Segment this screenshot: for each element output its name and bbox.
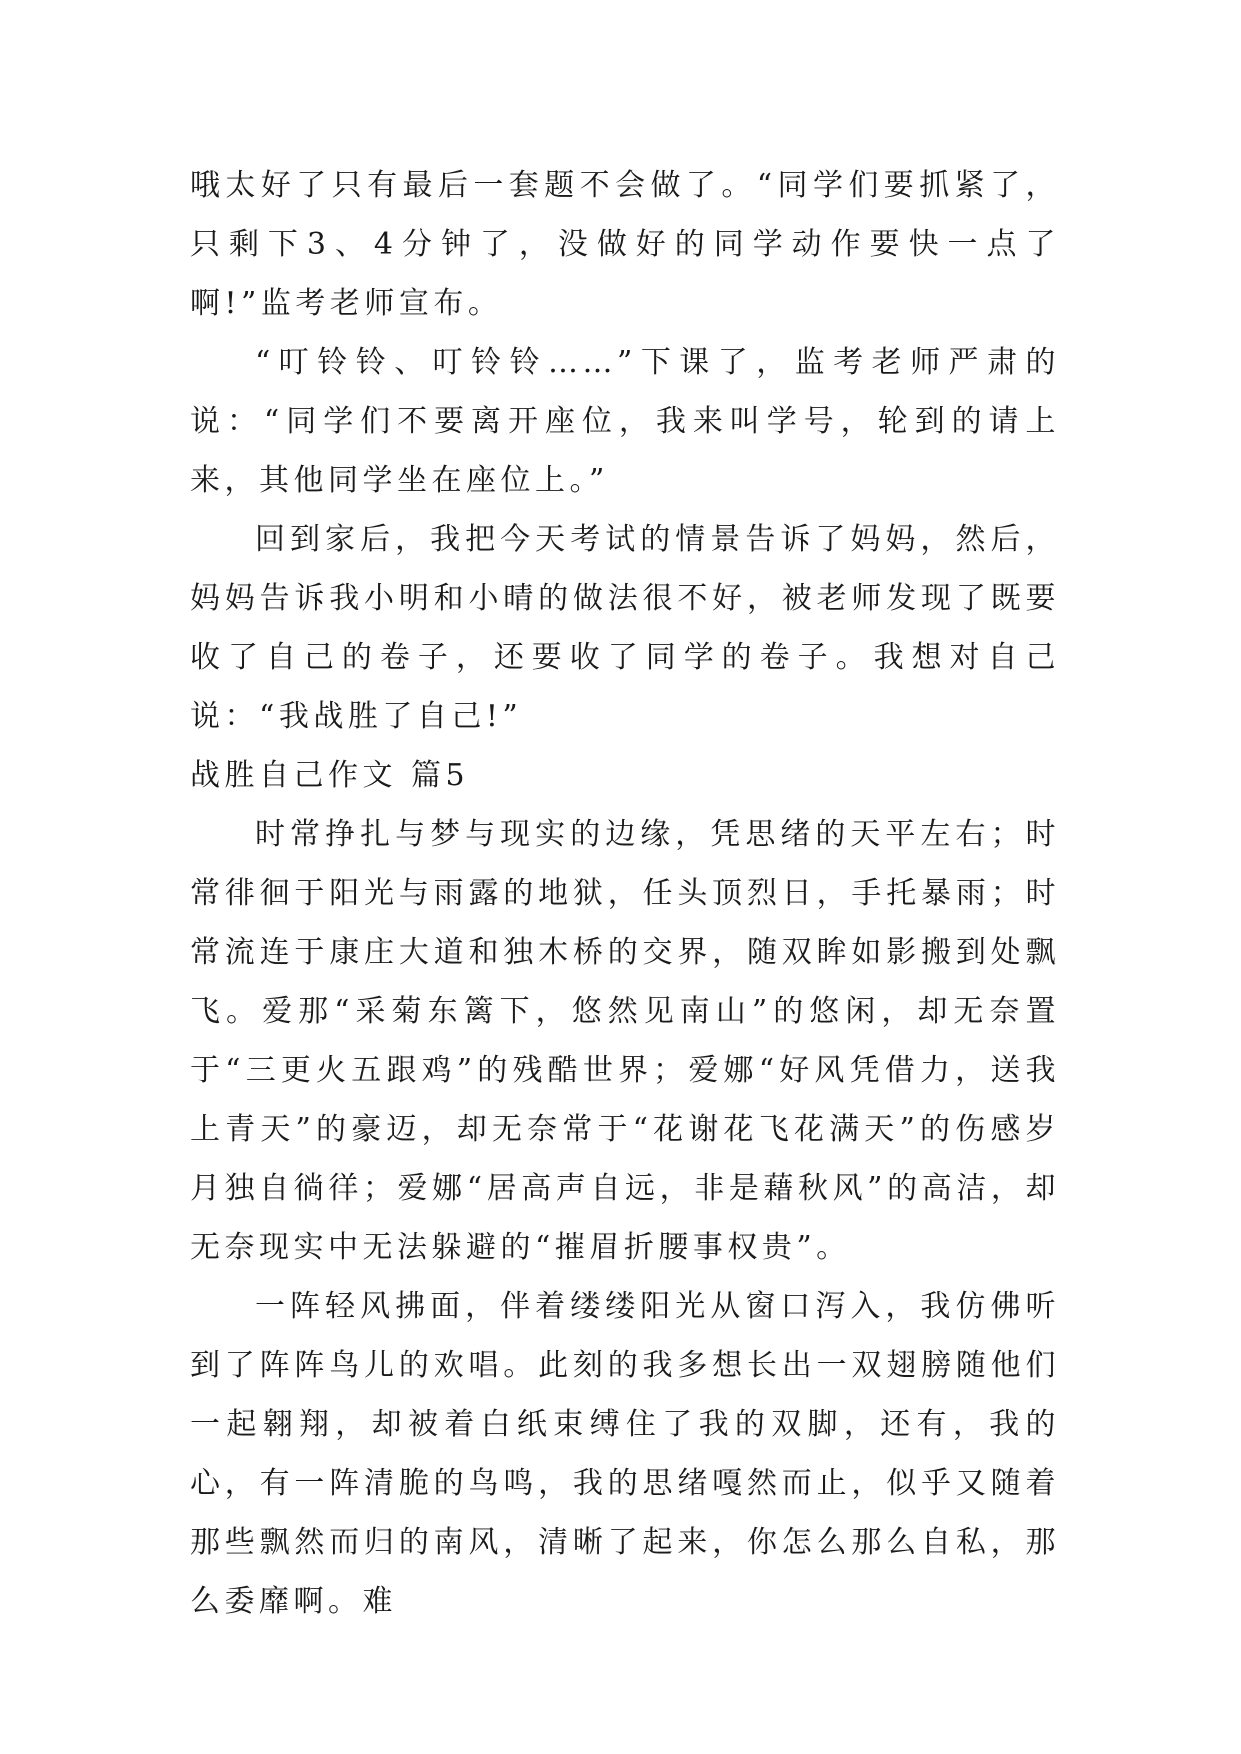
document-body bbox=[190, 156, 1060, 1631]
section-heading: 战胜自己作文 篇5 bbox=[190, 758, 470, 793]
paragraph-1: 哦太好了只有最后一套题不会做了。“同学们要抓紧了，只剩下3、4分钟了，没做好的同学动作要快一点了啊!”监考老师宣布。 bbox=[190, 168, 1060, 321]
paragraph-4: 时常挣扎与梦与现实的边缘，凭思绪的天平左右；时常徘徊于阳光与雨露的地狱，任头顶烈日，手托暴雨；时常流连于康庄大道和独木桥的交界，随双眸如影搬到处飘飞。爱那“采菊东篱下，悠然见南山”的悠闲，却无奈置于“三更火五跟鸡”的残酷世界；爱娜“好风凭借力，送我上青天”的豪迈，却无奈常于“花谢花飞花满天”的伤感岁月独自徜徉；爱娜“居高声自远，非是藉秋风”的高洁，却无奈现实中无法躲避的“摧眉折腰事权贵”。 bbox=[190, 817, 1060, 1265]
paragraph-3: 回到家后，我把今天考试的情景告诉了妈妈，然后，妈妈告诉我小明和小晴的做法很不好，被老师发现了既要收了自己的卷子，还要收了同学的卷子。我想对自己说：“我战胜了自己!” bbox=[190, 522, 1060, 734]
paragraph-2: “叮铃铃、叮铃铃……”下课了，监考老师严肃的说：“同学们不要离开座位，我来叫学号，轮到的请上来，其他同学坐在座位上。” bbox=[190, 345, 1060, 498]
paragraph-5: 一阵轻风拂面，伴着缕缕阳光从窗口泻入，我仿佛听到了阵阵鸟儿的欢唱。此刻的我多想长出一双翅膀随他们一起翱翔，却被着白纸束缚住了我的双脚，还有，我的心，有一阵清脆的鸟鸣，我的思绪嘎然而止，似乎又随着那些飘然而归的南风，清晰了起来，你怎么那么自私，那么委靡啊。难 bbox=[190, 1289, 1060, 1619]
